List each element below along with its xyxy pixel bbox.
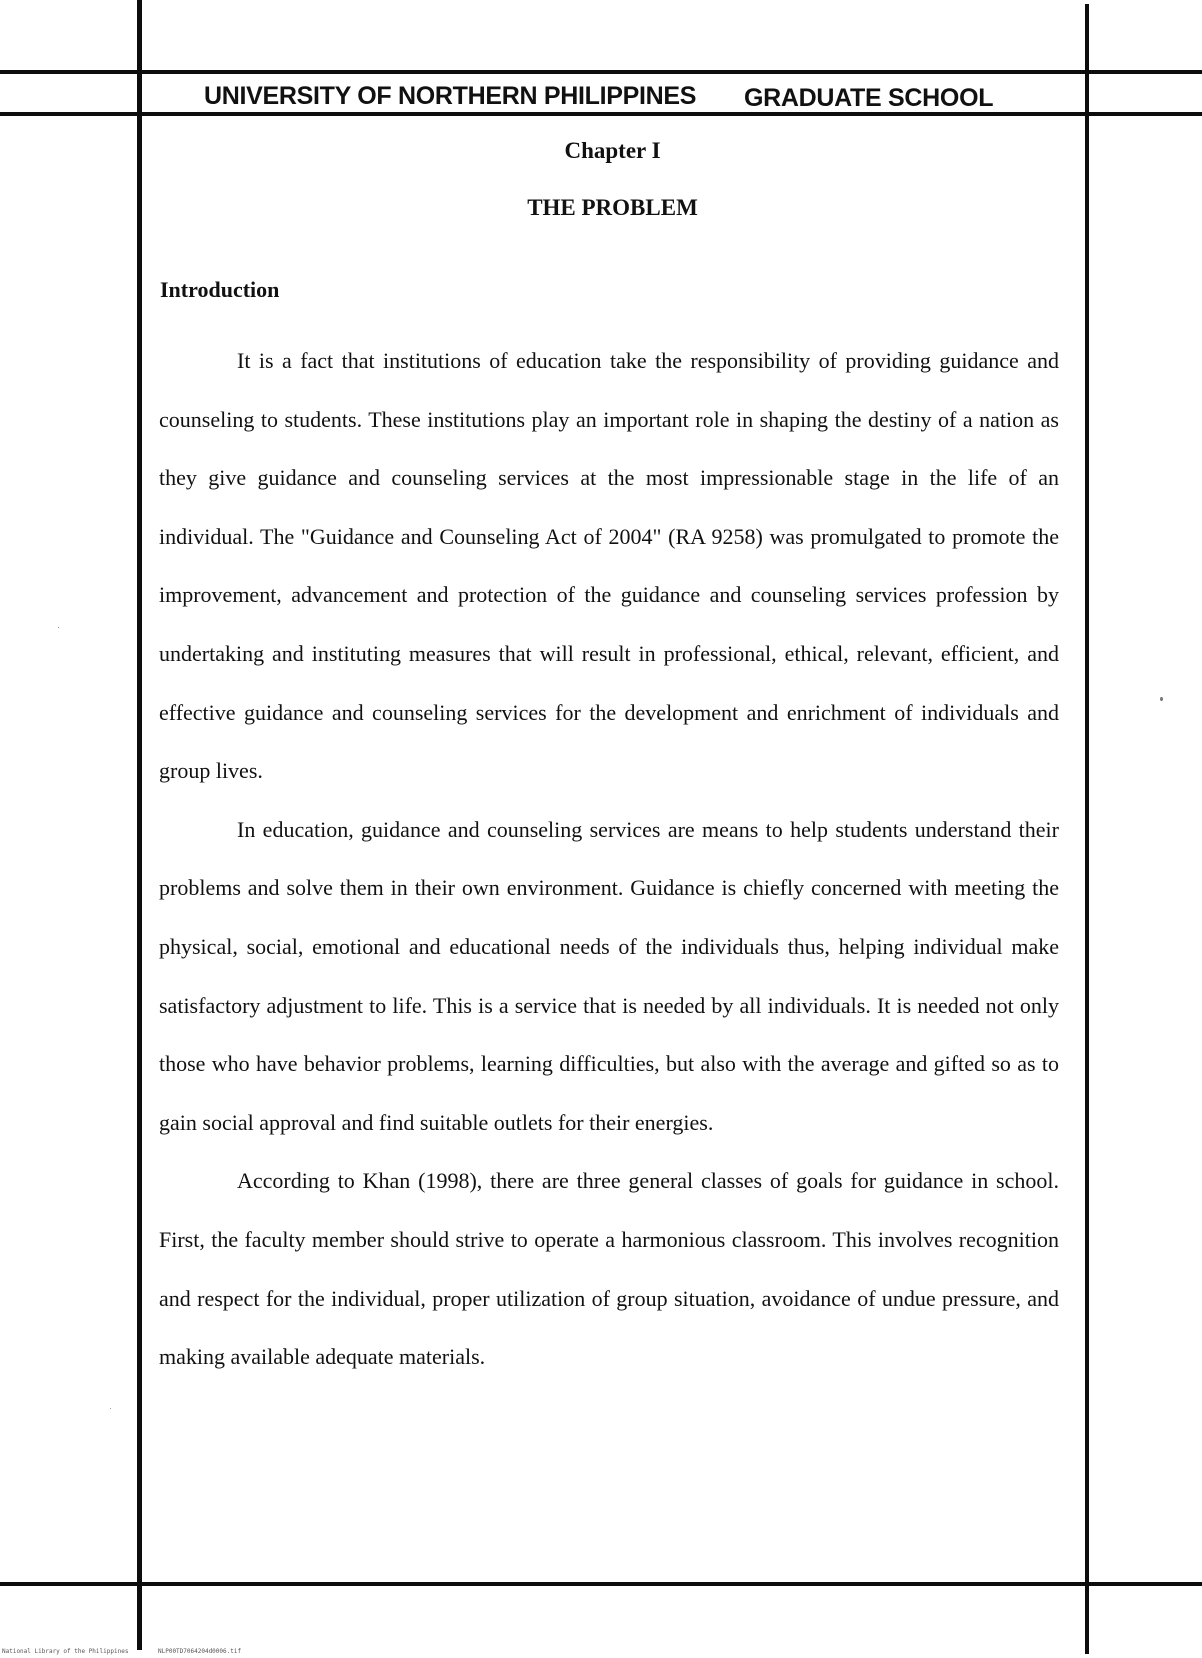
university-name: UNIVERSITY OF NORTHERN PHILIPPINES [204, 82, 697, 110]
page-header [140, 78, 1085, 112]
page-bottom-rule [0, 1582, 1202, 1586]
paragraph-3: According to Khan (1998), there are three general classes of goals for guidance in school. First, the faculty member should strive to operate a harmonious classroom. This involves recognition and respect for the individual, proper utilization of group situation, avoidance of undue pressure, and making available adequate materials. [159, 1168, 1059, 1370]
chapter-title: THE PROBLEM [527, 195, 698, 220]
paragraph-1: It is a fact that institutions of education take the responsibility of providing guidance and counseling to students. These institutions play an important role in shaping the destiny of a nation as they give guidance and counseling services at the most impressionable stage in the life of an individual. The "Guidance and Counseling Act of 2004" (RA 9258) was promulgated to promote the improvement, advancement and protection of the guidance and counseling services profession by undertaking and instituting measures that will result in professional, ethical, relevant, efficient, and effective guidance and counseling services for the development and enrichment of individuals and group lives. [159, 348, 1059, 784]
left-margin-rule [137, 0, 142, 1650]
school-name: GRADUATE SCHOOL [744, 84, 994, 112]
scan-speck [1160, 697, 1163, 701]
paragraph-2: In education, guidance and counseling services are means to help students understand their problems and solve them in their own environment. Guidance is chiefly concerned with meeting the physical, social, emotional and educational needs of the individuals thus, helping individual make satisfactory adjustment to life. This is a service that is needed by all individuals. It is needed not only those who have behavior problems, learning difficulties, but also with the average and gifted so as to gain social approval and find suitable outlets for their energies. [159, 816, 1059, 1135]
scan-speck [110, 1408, 111, 1409]
header-bottom-rule [0, 112, 1202, 116]
right-margin-rule [1085, 4, 1089, 1654]
header-top-rule [0, 70, 1202, 74]
section-heading: Introduction [160, 277, 280, 302]
body-text [159, 332, 1059, 1387]
footer-file-code: NLP00TD7064204d0006.tif [158, 1648, 242, 1655]
footer-library-label: National Library of the Philippines [2, 1648, 129, 1655]
chapter-label: Chapter I [564, 138, 661, 163]
scan-speck [58, 627, 59, 628]
